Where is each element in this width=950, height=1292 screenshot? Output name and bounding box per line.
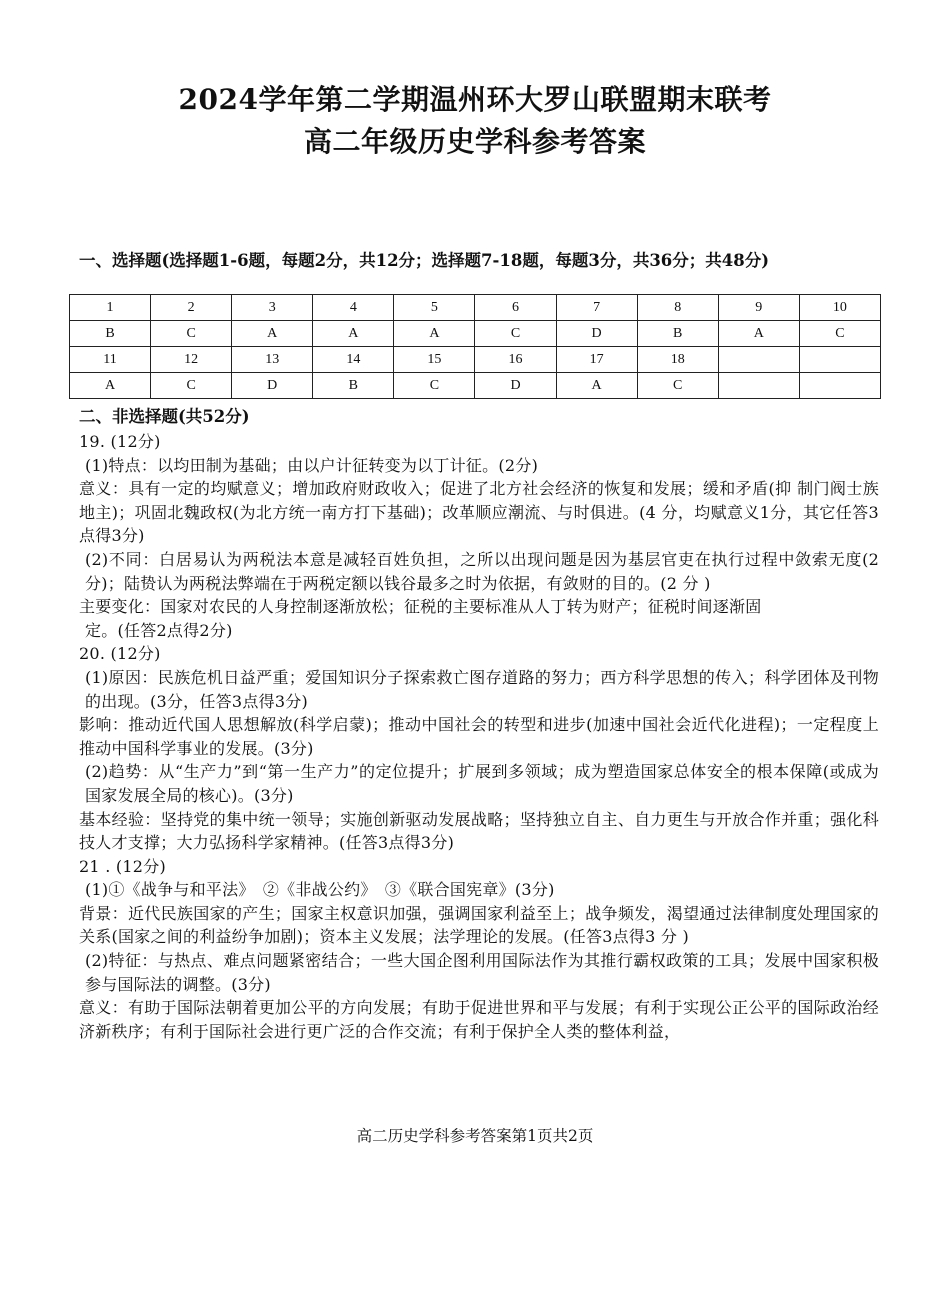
section1-heading: 一、选择题(选择题1-6题，每题2分，共12分；选择题7-18题，每题3分，共36分；共48分) bbox=[79, 251, 770, 270]
table-cell: D bbox=[475, 373, 556, 399]
table-cell: A bbox=[394, 321, 475, 347]
question-20-header: 20. (12分) bbox=[79, 644, 161, 664]
table-cell bbox=[718, 347, 799, 373]
section2-heading: 二、非选择题(共52分) bbox=[79, 407, 250, 426]
table-cell: 4 bbox=[313, 295, 394, 321]
table-cell: 16 bbox=[475, 347, 556, 373]
page-footer: 高二历史学科参考答案第1页共2页 bbox=[356, 1127, 594, 1145]
q19-part2: (2)不同：白居易认为两税法本意是减轻百姓负担，之所以出现问题是因为基层官吏在执行过程中敛索无度(2分)；陆贽认为两税法弊端在于两税定额以钱谷最多之时为依据，有敛财的目的。(2 分 ) bbox=[85, 549, 879, 593]
table-cell: 10 bbox=[799, 295, 880, 321]
table-cell: 3 bbox=[232, 295, 313, 321]
q19-significance: 意义：具有一定的均赋意义；增加政府财政收入；促进了北方社会经济的恢复和发展；缓和矛盾(抑 制门阀士族地主)；巩固北魏政权(为北方统一南方打下基础)；改革顺应潮流、与时俱进。(4 分，均赋意义1分，其它任答3点得3分) bbox=[79, 479, 879, 546]
q19-changes: 主要变化：国家对农民的人身控制逐渐放松；征税的主要标准从人丁转为财产；征税时间逐渐固 bbox=[79, 597, 762, 617]
table-cell: C bbox=[475, 321, 556, 347]
table-cell: B bbox=[70, 321, 151, 347]
table-cell: 11 bbox=[70, 347, 151, 373]
q21-significance: 意义：有助于国际法朝着更加公平的方向发展；有助于促进世界和平与发展；有利于实现公正公平的国际政治经济新秩序；有利于国际社会进行更广泛的合作交流；有利于保护全人类的整体利益， bbox=[79, 998, 879, 1041]
q21-part1: (1)①《战争与和平法》 ②《非战公约》 ③《联合国宪章》(3分) bbox=[85, 880, 555, 900]
table-row bbox=[70, 347, 881, 373]
table-cell: 1 bbox=[70, 295, 151, 321]
table-cell: 14 bbox=[313, 347, 394, 373]
table-cell: D bbox=[232, 373, 313, 399]
answer-body bbox=[79, 430, 879, 1043]
table-cell: A bbox=[718, 321, 799, 347]
table-cell: C bbox=[151, 321, 232, 347]
q20-experience: 基本经验：坚持党的集中统一领导；实施创新驱动发展战略；坚持独立自主、自力更生与开放合作并重；强化科技人才支撑；大力弘扬科学家精神。(任答3点得3分) bbox=[79, 809, 879, 853]
table-cell: 7 bbox=[556, 295, 637, 321]
table-row bbox=[70, 373, 881, 399]
table-cell: 15 bbox=[394, 347, 475, 373]
table-cell: C bbox=[799, 321, 880, 347]
q21-background: 背景：近代民族国家的产生；国家主权意识加强，强调国家利益至上；战争频发，渴望通过法律制度处理国家的关系(国家之间的利益纷争加剧)；资本主义发展；法学理论的发展。(任答3点得3 分 ) bbox=[79, 903, 879, 947]
question-19-header: 19. (12分) bbox=[79, 432, 161, 451]
table-cell: C bbox=[637, 373, 718, 399]
q19-part1: (1)特点：以均田制为基础；由以户计征转变为以丁计征。(2分) bbox=[85, 455, 539, 475]
table-cell bbox=[718, 373, 799, 399]
table-cell: D bbox=[556, 321, 637, 347]
table-cell: B bbox=[313, 373, 394, 399]
table-cell: C bbox=[394, 373, 475, 399]
table-cell: A bbox=[313, 321, 394, 347]
table-cell: B bbox=[637, 321, 718, 347]
q20-part2: (2)趋势：从“生产力”到“第一生产力”的定位提升；扩展到多领域；成为塑造国家总体安全的根本保障(或成为国家发展全局的核心)。(3分) bbox=[85, 762, 879, 805]
table-cell: A bbox=[556, 373, 637, 399]
table-cell: 2 bbox=[151, 295, 232, 321]
table-cell bbox=[799, 347, 880, 373]
document-title: 2024学年第二学期温州环大罗山联盟期末联考 bbox=[178, 83, 772, 116]
table-cell: 17 bbox=[556, 347, 637, 373]
q20-impact: 影响：推动近代国人思想解放(科学启蒙)；推动中国社会的转型和进步(加速中国社会近代化进程)；一定程度上推动中国科学事业的发展。(3分) bbox=[79, 715, 879, 758]
table-cell bbox=[799, 373, 880, 399]
table-cell: A bbox=[70, 373, 151, 399]
question-21-header: 21 . (12分) bbox=[79, 856, 166, 876]
q21-part2: (2)特征：与热点、难点问题紧密结合；一些大国企图利用国际法作为其推行霸权政策的工具；发展中国家积极参与国际法的调整。(3分) bbox=[85, 951, 879, 994]
document-subtitle: 高二年级历史学科参考答案 bbox=[303, 125, 646, 158]
answer-table bbox=[69, 294, 881, 399]
table-cell: 6 bbox=[475, 295, 556, 321]
table-cell: C bbox=[151, 373, 232, 399]
table-cell: 8 bbox=[637, 295, 718, 321]
table-cell: 5 bbox=[394, 295, 475, 321]
q19-changes-cont: 定。(任答2点得2分) bbox=[85, 620, 233, 640]
table-row bbox=[70, 295, 881, 321]
table-cell: 18 bbox=[637, 347, 718, 373]
table-cell: 9 bbox=[718, 295, 799, 321]
table-cell: A bbox=[232, 321, 313, 347]
table-cell: 13 bbox=[232, 347, 313, 373]
table-cell: 12 bbox=[151, 347, 232, 373]
q20-part1: (1)原因：民族危机日益严重；爱国知识分子探索救亡图存道路的努力；西方科学思想的传入；科学团体及刊物的出现。(3分，任答3点得3分) bbox=[85, 667, 879, 711]
table-row bbox=[70, 321, 881, 347]
